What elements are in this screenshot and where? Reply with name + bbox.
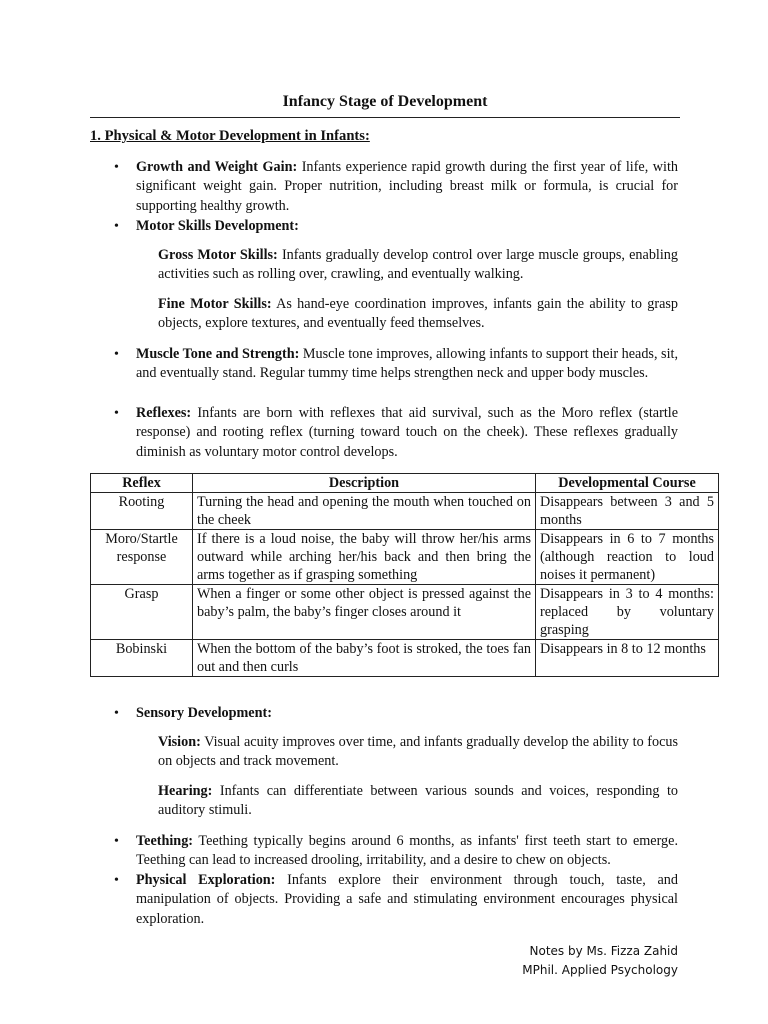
table-row <box>91 530 719 585</box>
cell-description: If there is a loud noise, the baby will throw her/his arms outward while arching her/his back and then bring the arms together as if grasping something <box>193 530 536 585</box>
bullet-reflexes <box>114 404 678 462</box>
cell-description: When the bottom of the baby’s foot is stroked, the toes fan out and then curls <box>193 640 536 677</box>
sub-vision <box>158 733 678 772</box>
bullet-label: Motor Skills Development: <box>136 218 299 234</box>
table-row <box>91 640 719 677</box>
sub-hearing <box>158 782 678 821</box>
bullet-text: Infants experience rapid growth during the first year of life, with significant weight gain. Proper nutrition, including breast milk or formula, is crucial for supporting healthy growth. <box>136 159 678 214</box>
column-header-description: Description <box>193 474 536 493</box>
bullet-text: Muscle tone improves, allowing infants to support their heads, sit, and eventually stand. Regular tummy time helps strengthen neck and upper body muscles. <box>136 346 678 382</box>
cell-course: Disappears between 3 and 5 months <box>536 493 719 530</box>
cell-reflex: Grasp <box>91 585 193 640</box>
bullet-label: Sensory Development: <box>136 705 272 721</box>
bullet-muscle <box>114 345 678 384</box>
section-heading: 1. Physical & Motor Development in Infants: <box>90 128 370 144</box>
bullet-label: Teething: <box>136 833 194 849</box>
cell-reflex: Bobinski <box>91 640 193 677</box>
column-header-course: Developmental Course <box>536 474 719 493</box>
cell-description: Turning the head and opening the mouth when touched on the cheek <box>193 493 536 530</box>
cell-course: Disappears in 6 to 7 months (although reaction to loud noises it permanent) <box>536 530 719 585</box>
cell-description: When a finger or some other object is pressed against the baby’s palm, the baby’s finger closes around it <box>193 585 536 640</box>
table-row <box>91 493 719 530</box>
footer-degree: MPhil. Applied Psychology <box>522 963 678 977</box>
cell-course: Disappears in 3 to 4 months: replaced by voluntary grasping <box>536 585 719 640</box>
title-divider <box>90 117 680 118</box>
sub-label: Hearing: <box>158 783 213 799</box>
bullet-dot-icon: • <box>114 406 119 421</box>
bullet-label: Reflexes: <box>136 405 192 421</box>
bullet-motor <box>114 217 678 236</box>
bullet-teething <box>114 832 678 871</box>
bullet-sensory <box>114 704 678 723</box>
bullet-label: Growth and Weight Gain: <box>136 159 298 175</box>
footer-author: Notes by Ms. Fizza Zahid <box>529 944 678 958</box>
sub-gross <box>158 246 678 285</box>
page-title: Infancy Stage of Development <box>282 93 488 110</box>
reflex-table <box>90 473 719 677</box>
sub-text: Infants can differentiate between various sounds and voices, responding to auditory stimuli. <box>158 783 678 819</box>
bullet-text: Infants are born with reflexes that aid survival, such as the Moro reflex (startle response) and rooting reflex (turning toward touch on the cheek). These reflexes gradually diminish as voluntary motor control develops. <box>136 405 678 460</box>
sub-label: Fine Motor Skills: <box>158 296 272 312</box>
sub-label: Vision: <box>158 734 201 750</box>
table-row <box>91 585 719 640</box>
bullet-text: Teething typically begins around 6 months, as infants' first teeth start to emerge. Teething can lead to increased drooling, irritability, and a desire to chew on objects. <box>136 833 678 869</box>
bullet-text: Infants explore their environment through touch, taste, and manipulation of objects. Providing a safe and stimulating environment encourages physical exploration. <box>136 872 678 927</box>
cell-course: Disappears in 8 to 12 months <box>536 640 719 677</box>
bullet-exploration <box>114 871 678 929</box>
sub-fine <box>158 295 678 334</box>
bullet-dot-icon: • <box>114 873 119 888</box>
bullet-dot-icon: • <box>114 347 119 362</box>
column-header-reflex: Reflex <box>91 474 193 493</box>
bullet-dot-icon: • <box>114 706 119 721</box>
sub-label: Gross Motor Skills: <box>158 247 278 263</box>
bullet-label: Muscle Tone and Strength: <box>136 346 300 362</box>
bullet-dot-icon: • <box>114 160 119 175</box>
sub-text: As hand-eye coordination improves, infants gain the ability to grasp objects, explore textures, and eventually feed themselves. <box>158 296 678 332</box>
bullet-growth <box>114 158 678 216</box>
bullet-dot-icon: • <box>114 219 119 234</box>
bullet-dot-icon: • <box>114 834 119 849</box>
cell-reflex: Rooting <box>91 493 193 530</box>
bullet-label: Physical Exploration: <box>136 872 276 888</box>
table-header-row <box>91 474 719 493</box>
sub-text: Infants gradually develop control over large muscle groups, enabling activities such as rolling over, crawling, and eventually walking. <box>158 247 678 283</box>
cell-reflex: Moro/Startle response <box>91 530 193 585</box>
footer-credit <box>522 942 678 980</box>
sub-text: Visual acuity improves over time, and infants gradually develop the ability to focus on objects and track movement. <box>158 734 678 770</box>
